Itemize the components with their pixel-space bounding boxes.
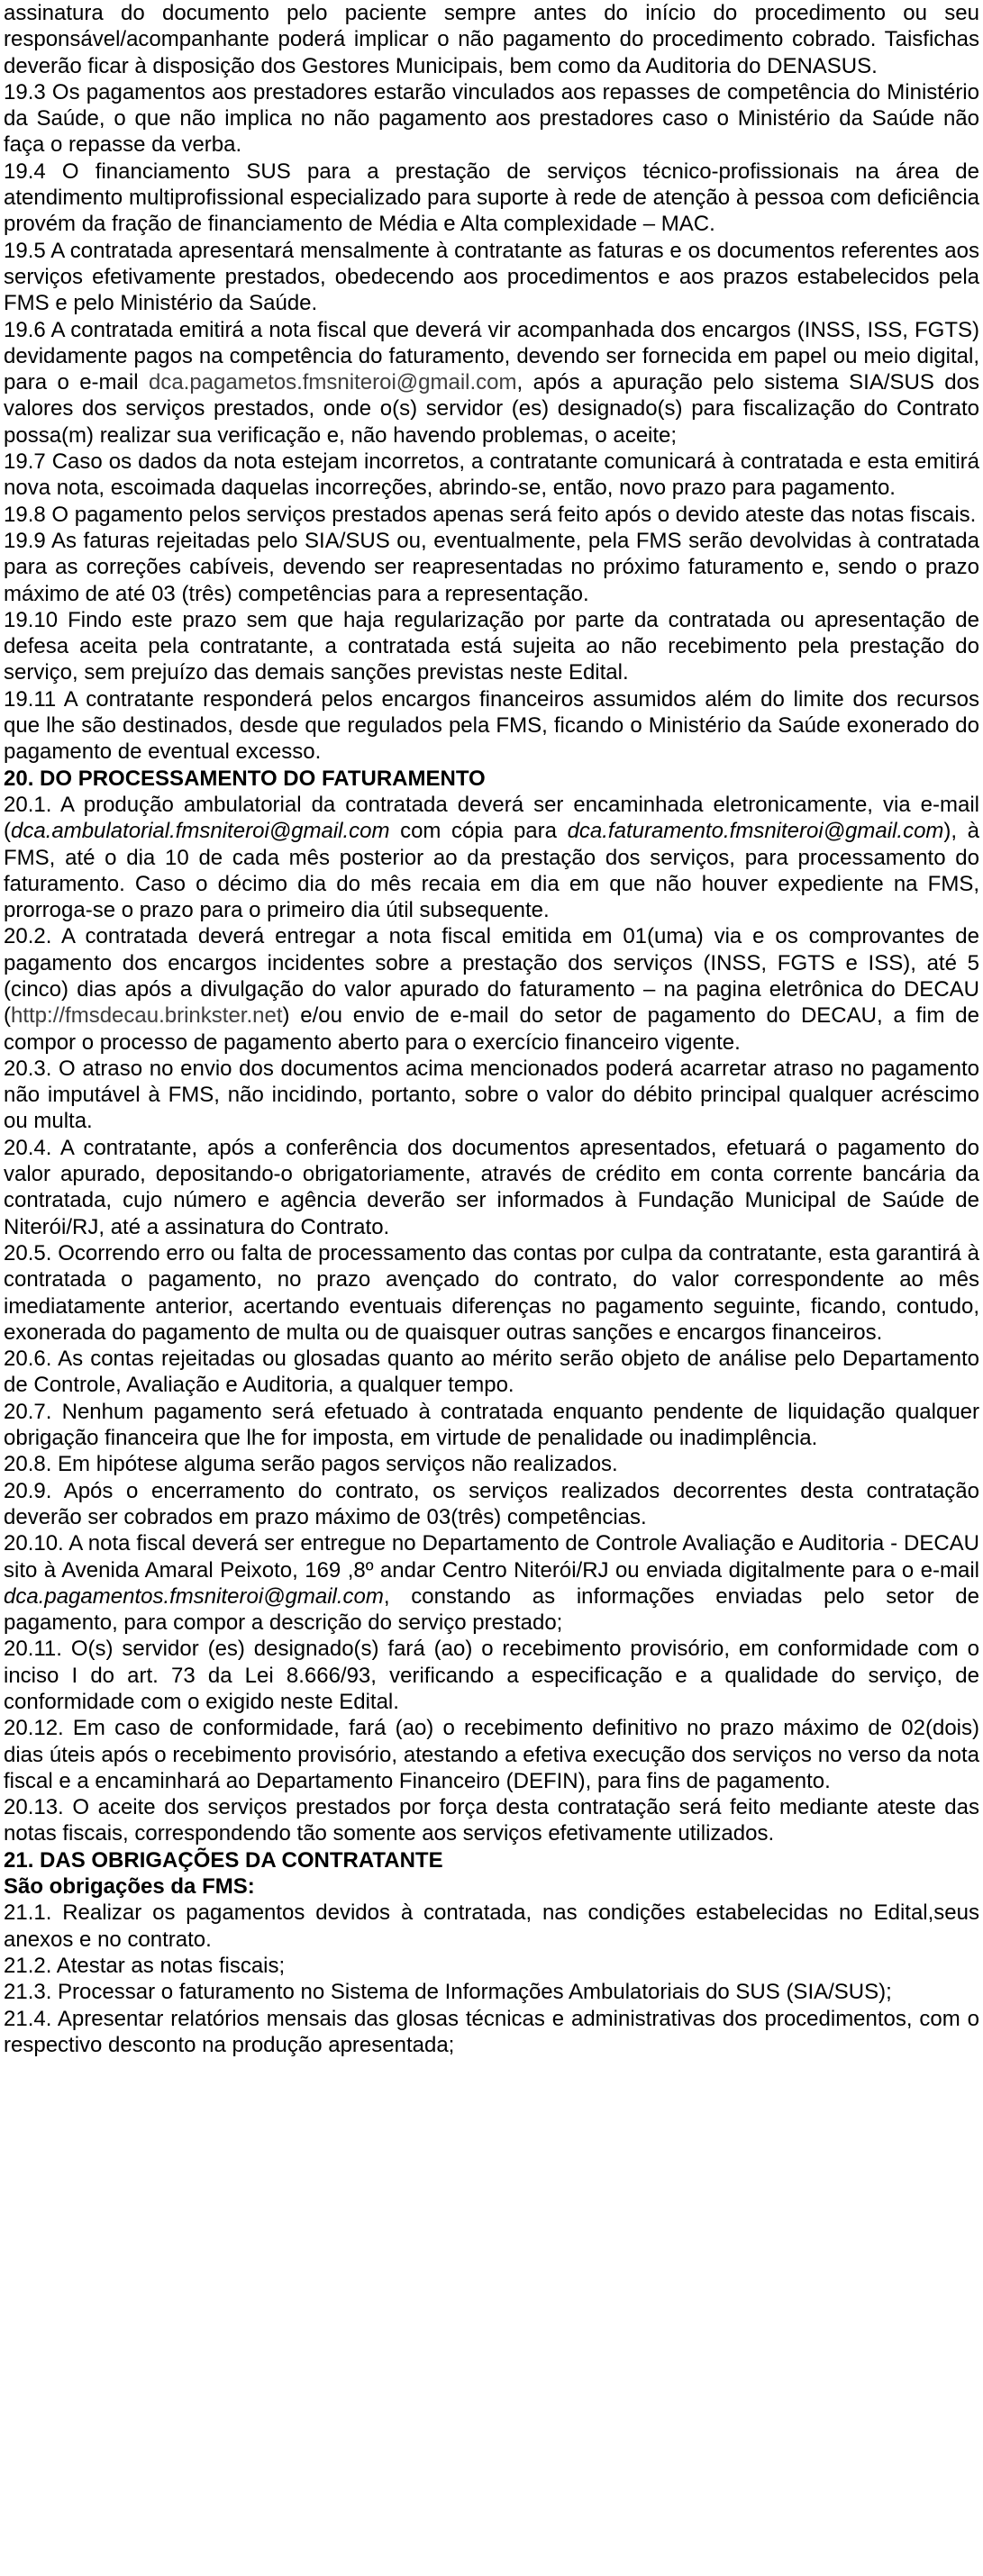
paragraph <box>4 0 979 79</box>
paragraph <box>4 238 979 317</box>
paragraph-text: 20.5. Ocorrendo erro ou falta de processamento das contas por culpa da contratante, esta garantirá à contratada o pagamento, no prazo avençado do contrato, do valor correspondente ao mês imediatamente anterior, acertando eventuais diferenças no pagamento seguinte, ficando, contudo, exonerada do pagamento de multa ou de quaisquer outras sanções e encargos financeiros. <box>4 1240 979 1345</box>
paragraph-text: 21.2. Atestar as notas fiscais; <box>4 1953 286 1978</box>
paragraph <box>4 1979 979 2005</box>
paragraph <box>4 1530 979 1636</box>
paragraph-text: 20.1. A produção ambulatorial da contratada deverá ser encaminhada eletronicamente, via e-mail ( <box>4 792 979 844</box>
paragraph <box>4 1478 979 1531</box>
paragraph <box>4 528 979 607</box>
paragraph-text: 19.7 Caso os dados da nota estejam incorretos, a contratante comunicará à contratada e esta emitirá nova nota, escoimada daquelas incorreções, abrindo-se, então, novo prazo para pagamento. <box>4 449 979 501</box>
paragraph <box>4 159 979 238</box>
paragraph-text: ) e/ou envio de e-mail do setor de pagamento do DECAU, a fim de compor o processo de pagamento aberto para o exercício financeiro vigente. <box>4 1003 979 1055</box>
paragraph <box>4 792 979 923</box>
paragraph <box>4 1900 979 1953</box>
email-text: dca.pagametos.fmsniteroi@gmail.com <box>148 370 517 395</box>
paragraph <box>4 1056 979 1135</box>
paragraph-text: 20.9. Após o encerramento do contrato, os serviços realizados decorrentes desta contratação deverão ser cobrados em prazo máximo de 03(três) competências. <box>4 1478 979 1529</box>
paragraph <box>4 923 979 1055</box>
email-text: http://fmsdecau.brinkster.net <box>11 1003 283 1029</box>
paragraph-text: 20.7. Nenhum pagamento será efetuado à contratada enquanto pendente de liquidação qualquer obrigação financeira que lhe for imposta, em virtude de penalidade ou inadimplência. <box>4 1399 979 1451</box>
paragraph-text: 19.3 Os pagamentos aos prestadores estarão vinculados aos repasses de competência do Ministério da Saúde, o que não implica no não pagamento aos prestadores caso o Ministério da Saúde não faça o repasse da verba. <box>4 79 979 158</box>
paragraph <box>4 1399 979 1452</box>
paragraph-text: 20.3. O atraso no envio dos documentos acima mencionados poderá acarretar atraso no pagamento não imputável à FMS, não incidindo, portanto, sobre o valor do débito principal qualquer acréscimo ou multa. <box>4 1056 979 1134</box>
paragraph-text: 19.10 Findo este prazo sem que haja regularização por parte da contratada ou apresentação de defesa aceita pela contratante, a contratada está sujeita ao não recebimento pela prestação do serviço, sem prejuízo das demais sanções previstas neste Edital. <box>4 607 979 685</box>
paragraph <box>4 1135 979 1240</box>
paragraph-text: 21.4. Apresentar relatórios mensais das glosas técnicas e administrativas dos procedimentos, com o respectivo desconto na produção apresentada; <box>4 2006 979 2057</box>
paragraph-text: 19.4 O financiamento SUS para a prestação de serviços técnico-profissionais na área de atendimento multiprofissional especializado para suporte à rede de atenção à pessoa com deficiência provém da fração de financiamento de Média e Alta complexidade – MAC. <box>4 159 979 237</box>
paragraph-text: 20.6. As contas rejeitadas ou glosadas quanto ao mérito serão objeto de análise pelo Departamento de Controle, Avaliação e Auditoria, a qualquer tempo. <box>4 1347 979 1398</box>
paragraph-text: 19.9 As faturas rejeitadas pelo SIA/SUS ou, eventualmente, pela FMS serão devolvidas à contratada para as correções cabíveis, devendo ser reapresentadas no próximo faturamento e, sendo o prazo máximo de até 03 (três) competências para a representação. <box>4 528 979 606</box>
paragraph-text: 19.6 A contratada emitirá a nota fiscal que deverá vir acompanhada dos encargos (INSS, ISS, FGTS) devidamente pagos na competência do faturamento, devendo ser fornecida em papel ou meio digital, para o e-mail <box>4 317 979 395</box>
paragraph-text: 20.8. Em hipótese alguma serão pagos serviços não realizados. <box>4 1452 618 1477</box>
paragraph <box>4 1451 979 1477</box>
paragraph-text: 20.10. A nota fiscal deverá ser entregue no Departamento de Controle Avaliação e Auditoria - DECAU sito à Avenida Amaral Peixoto, 169 ,8º andar Centro Niterói/RJ ou enviada digitalmente para o e-mail <box>4 1531 979 1583</box>
paragraph <box>4 686 979 766</box>
paragraph <box>4 1715 979 1794</box>
paragraph-text: 20.12. Em caso de conformidade, fará (ao) o recebimento definitivo no prazo máximo de 02(dois) dias úteis após o recebimento provisório, atestando a efetiva execução dos serviços no verso da nota fiscal e a encaminhará ao Departamento Financeiro (DEFIN), para fins de pagamento. <box>4 1716 979 1793</box>
section-heading <box>4 766 979 792</box>
paragraph <box>4 1636 979 1715</box>
paragraph-text: 19.11 A contratante responderá pelos encargos financeiros assumidos além do limite dos recursos que lhe são destinados, desde que regulados pela FMS, ficando o Ministério da Saúde exonerado do pagamento de eventual excesso. <box>4 686 979 765</box>
paragraph-text: 20.13. O aceite dos serviços prestados por força desta contratação será feito mediante ateste das notas fiscais, correspondendo tão somente aos serviços efetivamente utilizados. <box>4 1795 979 1846</box>
paragraph-text: 21.1. Realizar os pagamentos devidos à contratada, nas condições estabelecidas no Edital,seus anexos e no contrato. <box>4 1900 979 1952</box>
paragraph-text: 21.3. Processar o faturamento no Sistema de Informações Ambulatoriais do SUS (SIA/SUS); <box>4 1980 892 2005</box>
paragraph-text: assinatura do documento pelo paciente sempre antes do início do procedimento ou seu responsável/acompanhante poderá implicar o não pagamento do procedimento cobrado. Taisfichas deverão ficar à disposição dos Gestores Municipais, bem como da Auditoria do DENASUS. <box>4 1 979 78</box>
paragraph <box>4 607 979 686</box>
paragraph <box>4 502 979 528</box>
paragraph-text: 20.2. A contratada deverá entregar a nota fiscal emitida em 01(uma) via e os comprovantes de pagamento dos encargos incidentes sobre a prestação dos serviços (INSS, FGTS e ISS), até 5 (cinco) dias após a divulgação do valor apurado do faturamento – na pagina eletrônica do DECAU ( <box>4 924 979 1029</box>
paragraph-text: 20.11. O(s) servidor (es) designado(s) fará (ao) o recebimento provisório, em conformidade com o inciso I do art. 73 da Lei 8.666/93, verificando a especificação e a qualidade do serviço, de conformidade com o exigido neste Edital. <box>4 1637 979 1714</box>
email-text: dca.pagamentos.fmsniteroi@gmail.com <box>4 1583 384 1609</box>
paragraph <box>4 449 979 502</box>
paragraph <box>4 1240 979 1346</box>
paragraph <box>4 1794 979 1847</box>
paragraph <box>4 79 979 159</box>
paragraph <box>4 1346 979 1399</box>
paragraph-text: 21. DAS OBRIGAÇÕES DA CONTRATANTE <box>4 1847 443 1873</box>
paragraph-text: 19.8 O pagamento pelos serviços prestados apenas será feito após o devido ateste das notas fiscais. <box>4 502 977 527</box>
section-heading <box>4 1847 979 1873</box>
paragraph-text: , constando as informações enviadas pelo setor de pagamento, para compor a descrição do serviço prestado; <box>4 1583 979 1636</box>
paragraph <box>4 1953 979 1979</box>
paragraph-text: com cópia para <box>389 819 568 844</box>
email-text: dca.faturamento.fmsniteroi@gmail.com <box>567 819 944 844</box>
paragraph-text: 19.5 A contratada apresentará mensalmente à contratante as faturas e os documentos referentes aos serviços efetivamente prestados, obedecendo aos procedimentos e aos prazos estabelecidos pela FMS e pelo Ministério da Saúde. <box>4 238 979 316</box>
paragraph <box>4 317 979 449</box>
paragraph-text: São obrigações da FMS: <box>4 1874 255 1900</box>
paragraph-text: , após a apuração pelo sistema SIA/SUS dos valores dos serviços prestados, onde o(s) servidor (es) designado(s) para fiscalização do Contrato possa(m) realizar sua verificação e, não havendo problemas, o aceite; <box>4 370 979 448</box>
email-text: dca.ambulatorial.fmsniteroi@gmail.com <box>11 819 390 844</box>
section-heading <box>4 1873 979 1900</box>
paragraph-text: ), à FMS, até o dia 10 de cada mês posterior ao da prestação dos serviços, para processamento do faturamento. Caso o décimo dia do mês recaia em dia em que não houver expediente na FMS, prorroga-se o prazo para o primeiro dia útil subsequente. <box>4 819 980 923</box>
paragraph-text: 20. DO PROCESSAMENTO DO FATURAMENTO <box>4 766 486 791</box>
paragraph-text: 20.4. A contratante, após a conferência dos documentos apresentados, efetuará o pagamento do valor apurado, depositando-o obrigatoriamente, através de crédito em conta corrente bancária da contratada, cujo número e agência deverão ser informados à Fundação Municipal de Saúde de Niterói/RJ, até a assinatura do Contrato. <box>4 1135 979 1239</box>
paragraph <box>4 2006 979 2059</box>
